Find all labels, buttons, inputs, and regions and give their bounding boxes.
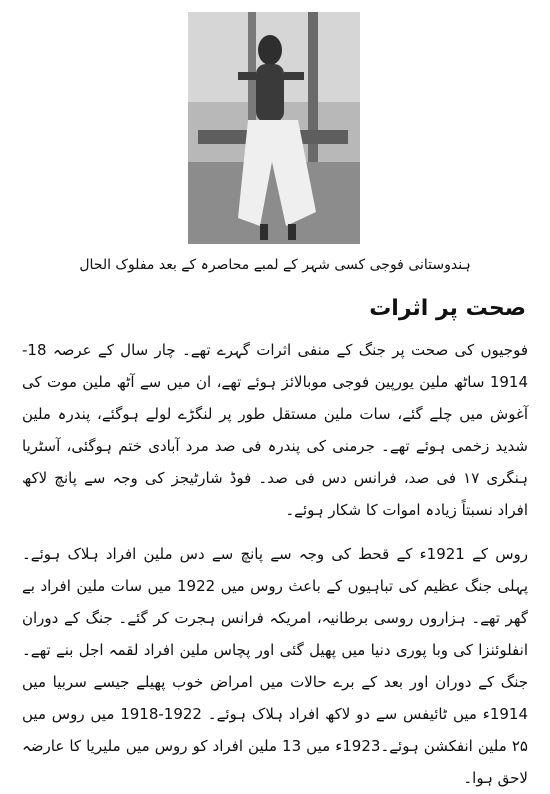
starving-soldier-photo <box>188 12 360 244</box>
paragraph-soldier-health: فوجیوں کی صحت پر جنگ کے منفی اثرات گہرے تھے۔ چار سال کے عرصہ 18-1914 ساٹھ ملین یورپین فوجی موبالائز ہوئے تھے، ان میں سے آٹھ ملین موت کی آغوش میں چلے گئے، سات ملین مستقل طور پر لنگڑے لولے ہوگئے، پندرہ ملین شدید زخمی ہوئے تھے۔ جرمنی کی پندرہ فی صد مرد آبادی ختم ہوگئی، آسٹریا ہنگری ۱۷ فی صد، فرانس دس فی صد۔ فوڈ شارٹیجز کی وجہ سے پانچ لاکھ افراد نسبتاً زیادہ اموات کا شکار ہوئے۔ <box>22 341 528 519</box>
paragraph-russia-disease: روس کے 1921ء کے قحط کی وجہ سے پانچ سے دس ملین افراد ہلاک ہوئے۔ پہلی جنگ عظیم کی تباہیوں کے باعث روس میں 1922 میں سات ملین افراد بے گھر تھے۔ ہزاروں روسی برطانیہ، امریکہ فرانس ہجرت کر گئے۔ جنگ کے دوران انفلوئنزا کی وبا پوری دنیا میں پھیل گئی اور پچاس ملین افراد لقمہ اجل بنے تھے۔ جنگ کے دوران اور بعد کے برے حالات میں امراض خوب پھیلے جیسے سربیا میں 1914ء میں ٹائیفس سے دو لاکھ افراد ہلاک ہوئے۔ 1922-1918 میں روس میں ۲۵ ملین انفکشن ہوئے۔1923ء میں 13 ملین افراد کو روس میں ملیریا کا عارضہ لاحق ہوا۔ <box>22 545 528 787</box>
section-heading: صحت پر اثرات <box>369 296 526 321</box>
photo-illustration <box>188 12 360 244</box>
photo-caption: ہندوستانی فوجی کسی شہر کے لمبے محاصرہ کے بعد مفلوک الحال <box>79 257 471 273</box>
